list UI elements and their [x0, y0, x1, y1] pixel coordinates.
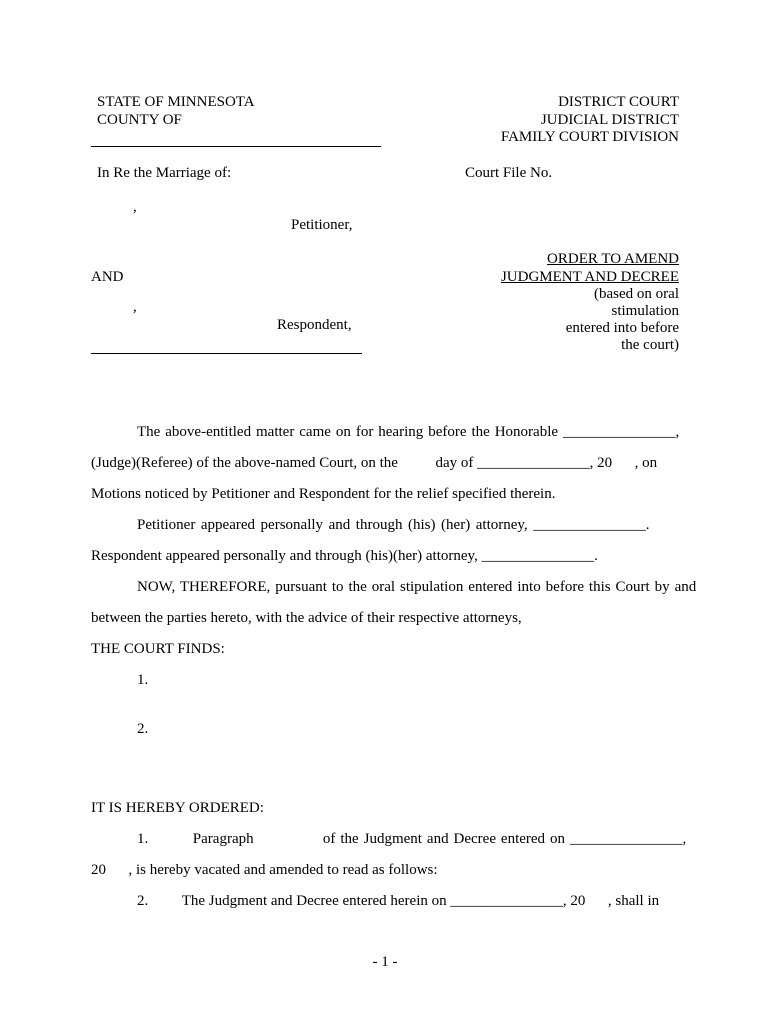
caption-court-file-no: Court File No. — [465, 165, 553, 181]
order-subtitle-line3: entered into before — [565, 320, 679, 336]
header-judicial-district: JUDICIAL DISTRICT — [540, 112, 679, 128]
body-para2-line2: Respondent appeared personally and through (his)(her) attorney, _______________. — [91, 548, 598, 564]
order-title-line1: ORDER TO AMEND — [547, 251, 679, 267]
order-subtitle-line4: the court) — [621, 337, 679, 353]
body-para3-line1: NOW, THEREFORE, pursuant to the oral stipulation entered into before this Court by and — [137, 579, 697, 595]
petitioner-name-blank: , — [133, 199, 137, 215]
finding-item-1: 1. — [137, 672, 149, 688]
finding-item-2: 2. — [137, 721, 149, 737]
order-subtitle-line2: stimulation — [611, 303, 679, 319]
header-state: STATE OF MINNESOTA — [97, 94, 255, 110]
order-subtitle-line1: (based on oral — [594, 286, 679, 302]
header-county: COUNTY OF — [97, 112, 182, 128]
caption-and: AND — [91, 269, 124, 285]
ordered-item1-line1: 1. Paragraph of the Judgment and Decree entered on _______________, — [137, 831, 687, 847]
body-para2-line1: Petitioner appeared personally and through (his) (her) attorney, _______________. — [137, 517, 650, 533]
body-para3-line2: between the parties hereto, with the advice of their respective attorneys, — [91, 610, 522, 626]
ordered-heading: IT IS HEREBY ORDERED: — [91, 800, 264, 816]
ordered-item1-line2: 20 , is hereby vacated and amended to read as follows: — [91, 862, 438, 878]
ordered-item2-line1: 2. The Judgment and Decree entered herein on _______________, 20 , shall in — [137, 893, 660, 909]
header-family-court-division: FAMILY COURT DIVISION — [500, 129, 679, 145]
respondent-name-blank: , — [133, 299, 137, 315]
body-para1-line1: The above-entitled matter came on for hearing before the Honorable _______________, — [137, 424, 680, 440]
county-underline-rule — [91, 146, 381, 147]
order-title-line2: JUDGMENT AND DECREE — [500, 269, 679, 285]
body-para1-line2: (Judge)(Referee) of the above-named Court, on the day of _______________, 20 , on — [91, 455, 658, 471]
page-number: - 1 - — [372, 954, 398, 970]
body-para1-line3: Motions noticed by Petitioner and Respondent for the relief specified therein. — [91, 486, 556, 502]
caption-underline-rule — [91, 353, 362, 354]
petitioner-label: Petitioner, — [291, 217, 353, 233]
caption-in-re-marriage: In Re the Marriage of: — [97, 165, 232, 181]
court-finds-heading: THE COURT FINDS: — [91, 641, 225, 657]
respondent-label: Respondent, — [277, 317, 352, 333]
header-district-court: DISTRICT COURT — [558, 94, 679, 110]
